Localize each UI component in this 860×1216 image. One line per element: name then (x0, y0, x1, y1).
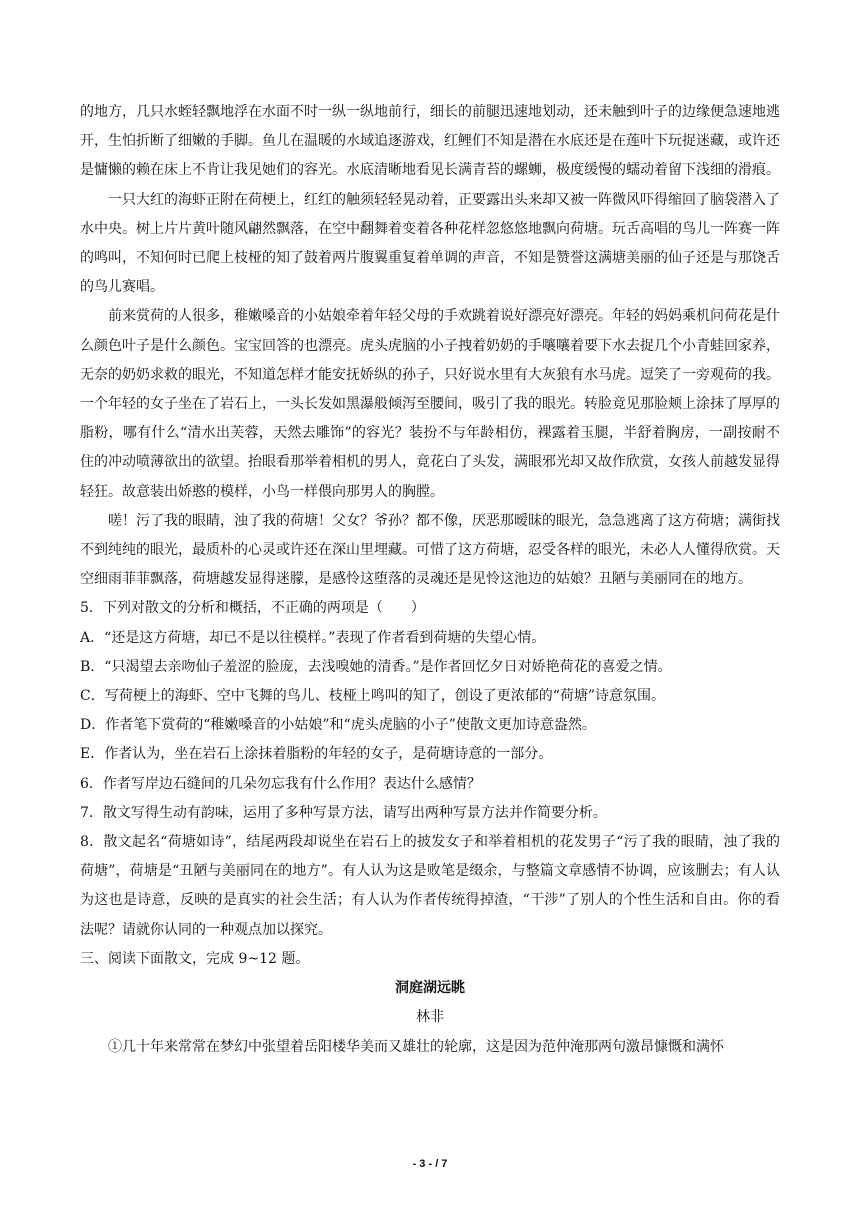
essay-author: 林非 (416, 1009, 444, 1026)
question-7: 7．散文写得生动有韵味，运用了多种写景方法，请写出两种写景方法并作简要分析。 (80, 804, 607, 821)
paragraph-visitors: 前来赏荷的人很多，稚嫩嗓音的小姑娘牵着年轻父母的手欢跳着说好漂亮好漂亮。年轻的妈妈乘机问荷花是什么颜色叶子是什么颜色。宝宝回答的也漂亮。虎头虎脑的小子拽着奶奶的手嚷嚷着要下水去捉几个小青蛙回家养，无奈的奶奶求救的眼光，不知道怎样才能安抚娇纵的孙子，只好说水里有大灰狼有水马虎。逗笑了一旁观荷的我。一个年轻的女子坐在了岩石上，一头长发如黑瀑般倾泻至腰间，吸引了我的眼光。转脸竟见那脸颊上涂抹了厚厚的脂粉，哪有什么“清水出芙蓉，天然去雕饰”的容光？装扮不与年龄相仿，裸露着玉腿，半舒着胸房，一副按耐不住的冲动喷薄欲出的欲望。抬眼看那举着相机的男人，竟花白了头发，满眼邪光却又故作欣赏，女孩人前越发显得轻狂。故意装出娇憨的模样，小鸟一样偎向那男人的胸膛。 (80, 308, 780, 500)
question-6: 6．作者写岸边石缝间的几朵勿忘我有什么作用？表达什么感情？ (80, 775, 481, 792)
page-number: - 3 - / 7 (412, 1158, 448, 1170)
option-e: E．作者认为，坐在岩石上涂抹着脂粉的年轻的女子，是荷塘诗意的一部分。 (80, 746, 553, 763)
option-d: D．作者笔下赏荷的“稚嫩嗓音的小姑娘”和“虎头虎脑的小子”使散文更加诗意盎然。 (80, 717, 596, 734)
option-c: C．写荷梗上的海虾、空中飞舞的鸟儿、枝桠上鸣叫的知了，创设了更浓郁的“荷塘”诗意氛围。 (80, 688, 666, 705)
question-8: 8．散文起名“荷塘如诗”，结尾两段却说坐在岩石上的披发女子和举着相机的花发男子“污了我的眼睛，浊了我的荷塘”，荷塘是“丑陋与美丽同在的地方”。有人认为这是败笔是缀余，与整篇文章感情不协调，应该删去；有人认为这也是诗意，反映的是真实的社会生活；有人认为作者传统得掉渣，“干涉”了别人的个性生活和自由。你的看法呢？请就你认同的一种观点加以探究。 (80, 834, 780, 938)
option-a: A．“还是这方荷塘，却已不是以往模样。”表现了作者看到荷塘的失望心情。 (80, 629, 546, 646)
question-5: 5．下列对散文的分析和概括，不正确的两项是（ ） (80, 600, 425, 617)
paragraph-lament: 嗟！污了我的眼睛，浊了我的荷塘！父女？爷孙？都不像，厌恶那暧昧的眼光，急急逃离了这方荷塘；满街找不到纯纯的眼光，最质朴的心灵或许还在深山里埋藏。可惜了这方荷塘，忍受各样的眼光，未必人人懂得欣赏。天空细雨菲菲飘落，荷塘越发显得迷朦，是感怜这堕落的灵魂还是见怜这池边的姑娘？丑陋与美丽同在的地方。 (80, 512, 780, 588)
option-b: B．“只渴望去亲吻仙子羞涩的脸庞，去浅嗅她的清香。”是作者回忆夕日对娇艳荷花的喜爱之情。 (80, 658, 672, 675)
paragraph-shrimp: 一只大红的海虾正附在荷梗上，红红的触须轻轻晃动着，正要露出头来却又被一阵微风吓得缩回了脑袋潜入了水中央。树上片片黄叶随风翩然飘落，在空中翻舞着变着各种花样忽悠悠地飘向荷塘。玩舌高唱的鸟儿一阵赛一阵的鸣叫，不知何时已爬上枝桠的知了鼓着两片腹翼重复着单调的声音，不知是赞誉这满塘美丽的仙子还是与那饶舌的鸟儿赛唱。 (80, 191, 780, 296)
essay-first-paragraph: ①几十年来常常在梦幻中张望着岳阳楼华美而又雄壮的轮廓，这是因为范仲淹那两句激昂慷慨和满怀 (108, 1038, 724, 1055)
essay-title: 洞庭湖远眺 (395, 980, 465, 997)
document-page (80, 98, 780, 1062)
section-three-heading: 三、阅读下面散文，完成 9~12 题。 (80, 950, 310, 967)
paragraph-continuation: 的地方，几只水蛭轻飘地浮在水面不时一纵一纵地前行，细长的前腿迅速地划动，还未触到叶子的边缘便急速地逃开，生怕折断了细嫩的手脚。鱼儿在温暖的水域追逐游戏，红鲤们不知是潜在水底还是在莲叶下玩捉迷藏，或许还是慵懒的赖在床上不肯让我见她们的容光。水底清晰地看见长满青苔的螺蛳，极度缓慢的蠕动着留下浅细的滑痕。 (80, 104, 780, 179)
